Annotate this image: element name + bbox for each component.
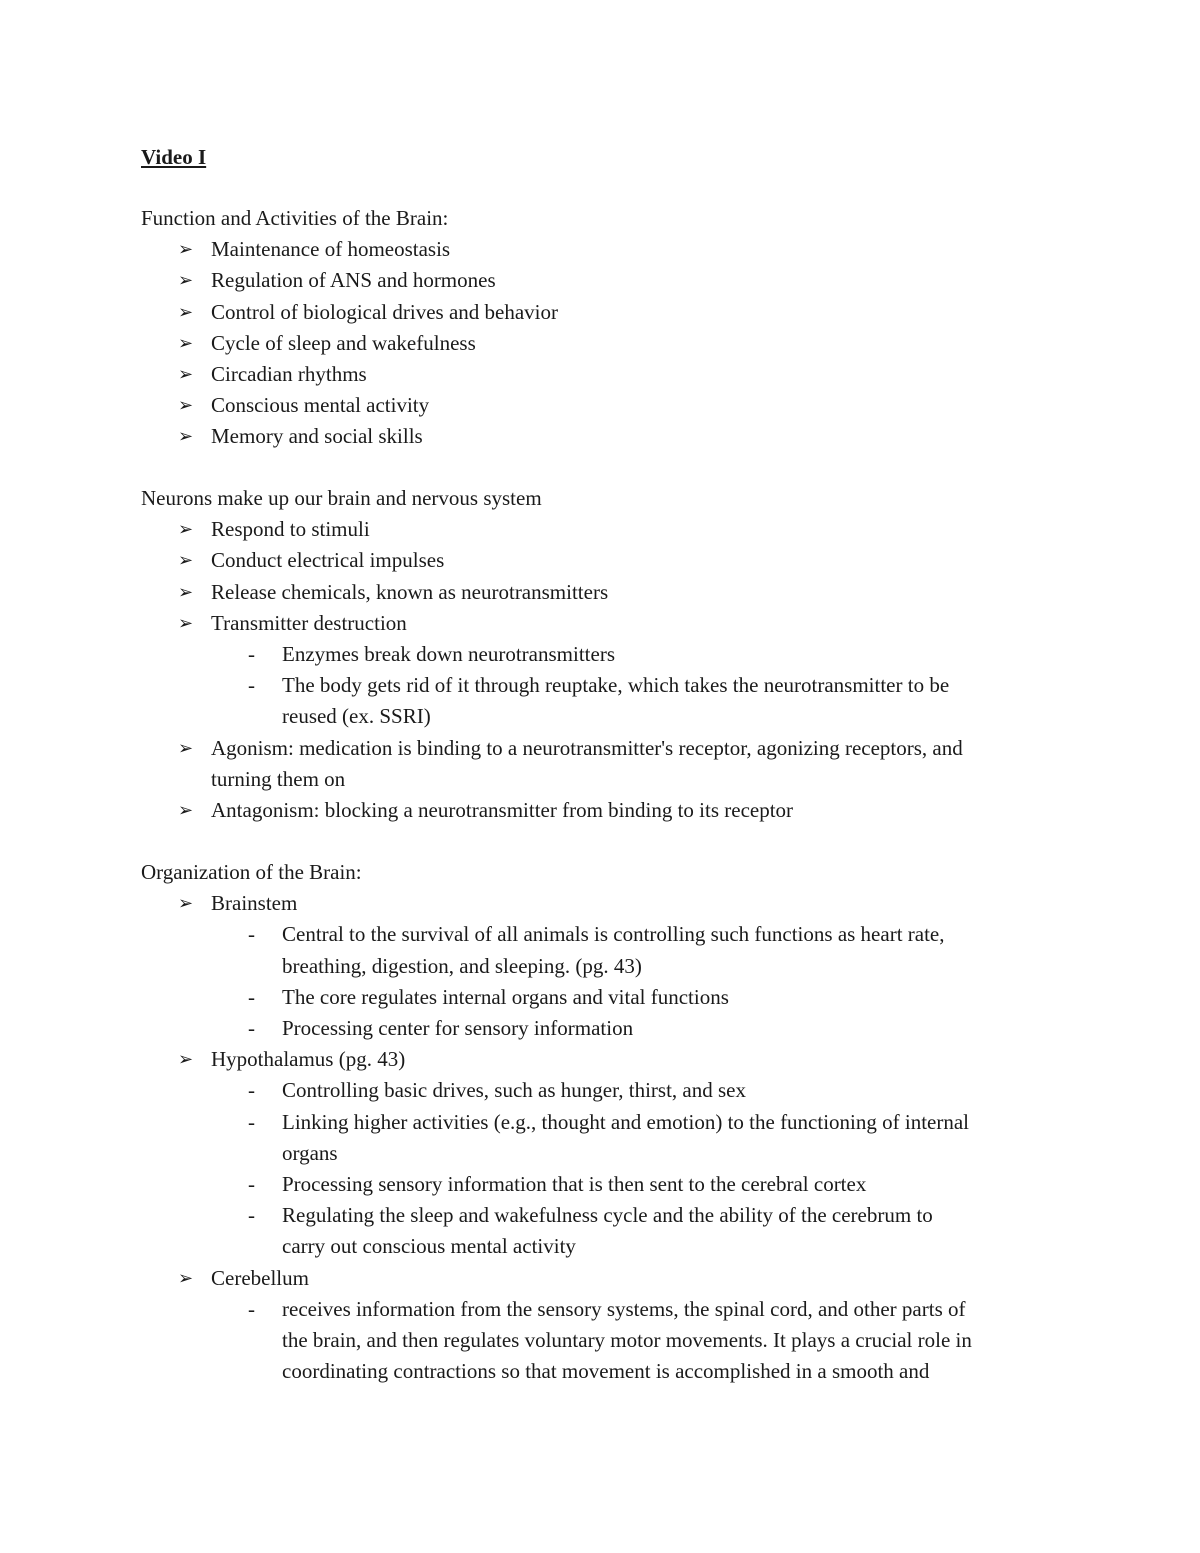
list-item-brainstem: ➢ Brainstem — [141, 888, 1081, 919]
list-item-continuation: turning them on — [211, 766, 346, 791]
sub-list-item: - Linking higher activities (e.g., thought and emotion) to the functioning of internal — [141, 1107, 1081, 1138]
arrow-bullet-icon: ➢ — [178, 893, 194, 915]
list-item: ➢ Cycle of sleep and wakefulness — [141, 328, 1081, 359]
list-item: ➢ Circadian rhythms — [141, 359, 1081, 390]
list-item: ➢ Agonism: medication is binding to a neurotransmitter's receptor, agonizing receptors, and — [141, 733, 1081, 764]
section-neurons — [141, 483, 1081, 826]
list-item: ➢ Regulation of ANS and hormones — [141, 265, 1081, 296]
sub-list-item-continuation: the brain, and then regulates voluntary motor movements. It plays a crucial role in — [282, 1328, 972, 1353]
sub-list-item-continuation: organs — [282, 1140, 338, 1165]
dash-bullet-icon: - — [248, 1296, 255, 1321]
sub-list-item-continuation: breathing, digestion, and sleeping. (pg. 43) — [282, 953, 642, 978]
sub-list-item: - The core regulates internal organs and vital functions — [141, 982, 1081, 1013]
arrow-bullet-icon: ➢ — [178, 364, 194, 386]
arrow-bullet-icon: ➢ — [178, 550, 194, 572]
sub-list-item-continuation: coordinating contractions so that movement is accomplished in a smooth and — [282, 1359, 930, 1384]
list-item: ➢ Transmitter destruction — [141, 608, 1081, 639]
sub-list-item: - receives information from the sensory systems, the spinal cord, and other parts of — [141, 1294, 1081, 1325]
section-heading: Function and Activities of the Brain: — [141, 206, 449, 230]
arrow-bullet-icon: ➢ — [178, 612, 194, 634]
arrow-bullet-icon: ➢ — [178, 332, 194, 354]
arrow-bullet-icon: ➢ — [178, 519, 194, 541]
sub-list-item: - Central to the survival of all animals is controlling such functions as heart rate, — [141, 919, 1081, 950]
sub-list-item: - Processing sensory information that is then sent to the cerebral cortex — [141, 1169, 1081, 1200]
list-item: ➢ Antagonism: blocking a neurotransmitter from binding to its receptor — [141, 795, 1081, 826]
sub-list-item: - Enzymes break down neurotransmitters — [141, 639, 1081, 670]
list-item: ➢ Conscious mental activity — [141, 390, 1081, 421]
dash-bullet-icon: - — [248, 1172, 255, 1197]
sub-list-item-continuation: reused (ex. SSRI) — [282, 704, 431, 729]
section-heading: Organization of the Brain: — [141, 860, 362, 884]
sub-list-item: - Controlling basic drives, such as hunger, thirst, and sex — [141, 1075, 1081, 1106]
list-item: ➢ Conduct electrical impulses — [141, 545, 1081, 576]
arrow-bullet-icon: ➢ — [178, 800, 194, 822]
dash-bullet-icon: - — [248, 922, 255, 947]
section-heading: Neurons make up our brain and nervous system — [141, 486, 542, 510]
dash-bullet-icon: - — [248, 1078, 255, 1103]
arrow-bullet-icon: ➢ — [178, 426, 194, 448]
dash-bullet-icon: - — [248, 984, 255, 1009]
sub-list-item: - Regulating the sleep and wakefulness cycle and the ability of the cerebrum to — [141, 1200, 1081, 1231]
arrow-bullet-icon: ➢ — [178, 737, 194, 759]
sub-list-item-continuation: carry out conscious mental activity — [282, 1234, 576, 1259]
arrow-bullet-icon: ➢ — [178, 301, 194, 323]
dash-bullet-icon: - — [248, 1109, 255, 1134]
dash-bullet-icon: - — [248, 673, 255, 698]
list-item: ➢ Release chemicals, known as neurotransmitters — [141, 577, 1081, 608]
dash-bullet-icon: - — [248, 642, 255, 667]
arrow-bullet-icon: ➢ — [178, 1267, 194, 1289]
sub-list-item: - Processing center for sensory information — [141, 1013, 1081, 1044]
list-item: ➢ Control of biological drives and behavior — [141, 297, 1081, 328]
list-item-hypothalamus: ➢ Hypothalamus (pg. 43) — [141, 1044, 1081, 1075]
arrow-bullet-icon: ➢ — [178, 1049, 194, 1071]
list-item: ➢ Respond to stimuli — [141, 514, 1081, 545]
arrow-bullet-icon: ➢ — [178, 270, 194, 292]
sub-list-item: - The body gets rid of it through reuptake, which takes the neurotransmitter to be — [141, 670, 1081, 701]
list-item: ➢ Maintenance of homeostasis — [141, 234, 1081, 265]
document-title: Video I — [141, 145, 207, 169]
arrow-bullet-icon: ➢ — [178, 395, 194, 417]
section-brain-organization — [141, 857, 1081, 1387]
section-brain-functions — [141, 203, 1081, 453]
arrow-bullet-icon: ➢ — [178, 581, 194, 603]
dash-bullet-icon: - — [248, 1203, 255, 1228]
arrow-bullet-icon: ➢ — [178, 239, 194, 261]
list-item-cerebellum: ➢ Cerebellum — [141, 1263, 1081, 1294]
dash-bullet-icon: - — [248, 1016, 255, 1041]
list-item: ➢ Memory and social skills — [141, 421, 1081, 452]
